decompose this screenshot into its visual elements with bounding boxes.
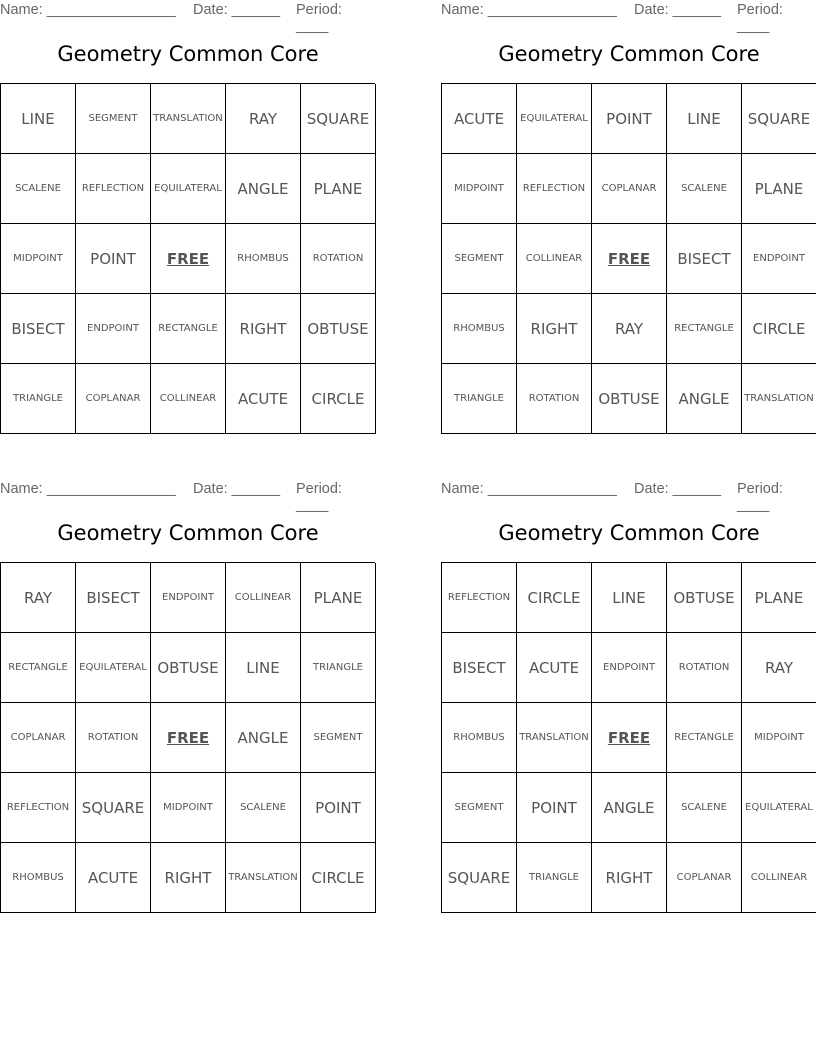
bingo-cell[interactable]: ROTATION <box>301 224 376 294</box>
bingo-cell[interactable]: ENDPOINT <box>592 633 667 703</box>
bingo-cell[interactable]: TRANSLATION <box>517 703 592 773</box>
free-space-cell[interactable]: FREE <box>151 224 226 294</box>
period-field[interactable]: Period: ____ <box>296 481 342 513</box>
bingo-cell[interactable]: RECTANGLE <box>667 294 742 364</box>
card-title: Geometry Common Core <box>498 42 760 66</box>
bingo-cell[interactable]: SEGMENT <box>442 224 517 294</box>
bingo-cell[interactable]: COPLANAR <box>76 364 151 434</box>
bingo-cell[interactable]: POINT <box>76 224 151 294</box>
bingo-cell[interactable]: POINT <box>301 773 376 843</box>
card-title: Geometry Common Core <box>498 521 760 545</box>
date-field[interactable]: Date: ______ <box>193 2 281 18</box>
bingo-cell[interactable]: REFLECTION <box>76 154 151 224</box>
bingo-card-4 <box>441 479 816 919</box>
bingo-cell[interactable]: EQUILATERAL <box>517 84 592 154</box>
bingo-cell[interactable]: RAY <box>742 633 816 703</box>
bingo-cell[interactable]: PLANE <box>301 563 376 633</box>
bingo-card-1 <box>0 0 376 440</box>
name-field[interactable]: Name: ________________ <box>441 2 617 18</box>
bingo-cell[interactable]: EQUILATERAL <box>151 154 226 224</box>
bingo-cell[interactable]: SEGMENT <box>301 703 376 773</box>
bingo-cell[interactable]: RIGHT <box>151 843 226 913</box>
bingo-cell[interactable]: TRANSLATION <box>151 84 226 154</box>
bingo-cell[interactable]: LINE <box>667 84 742 154</box>
bingo-cell[interactable]: TRANSLATION <box>226 843 301 913</box>
bingo-cell[interactable]: PLANE <box>301 154 376 224</box>
bingo-cell[interactable]: ENDPOINT <box>742 224 816 294</box>
bingo-cell[interactable]: ANGLE <box>592 773 667 843</box>
bingo-cell[interactable]: REFLECTION <box>517 154 592 224</box>
bingo-cell[interactable]: MIDPOINT <box>1 224 76 294</box>
bingo-cell[interactable]: SCALENE <box>667 154 742 224</box>
bingo-cell[interactable]: COPLANAR <box>667 843 742 913</box>
bingo-cell[interactable]: POINT <box>592 84 667 154</box>
bingo-cell[interactable]: SEGMENT <box>442 773 517 843</box>
bingo-grid <box>0 83 375 434</box>
bingo-cell[interactable]: CIRCLE <box>517 563 592 633</box>
bingo-cell[interactable]: COLLINEAR <box>226 563 301 633</box>
bingo-cell[interactable]: RHOMBUS <box>442 703 517 773</box>
bingo-cell[interactable]: EQUILATERAL <box>742 773 816 843</box>
bingo-cell[interactable]: RIGHT <box>517 294 592 364</box>
free-space-cell[interactable]: FREE <box>592 703 667 773</box>
name-field[interactable]: Name: ________________ <box>441 481 617 497</box>
bingo-cell[interactable]: ROTATION <box>76 703 151 773</box>
bingo-cell[interactable]: ANGLE <box>226 703 301 773</box>
bingo-cell[interactable]: ACUTE <box>517 633 592 703</box>
bingo-cell[interactable]: TRIANGLE <box>1 364 76 434</box>
bingo-cell[interactable]: ENDPOINT <box>151 563 226 633</box>
date-field[interactable]: Date: ______ <box>634 2 722 18</box>
bingo-cell[interactable]: ENDPOINT <box>76 294 151 364</box>
bingo-cell[interactable]: ROTATION <box>517 364 592 434</box>
bingo-cell[interactable]: MIDPOINT <box>742 703 816 773</box>
date-field[interactable]: Date: ______ <box>193 481 281 497</box>
card-header <box>0 0 376 34</box>
period-field[interactable]: Period: ____ <box>296 2 342 34</box>
bingo-cell[interactable]: SQUARE <box>742 84 816 154</box>
bingo-cell[interactable]: TRIANGLE <box>517 843 592 913</box>
bingo-cell[interactable]: BISECT <box>667 224 742 294</box>
bingo-cell[interactable]: CIRCLE <box>301 843 376 913</box>
bingo-cell[interactable]: OBTUSE <box>151 633 226 703</box>
bingo-cell[interactable]: BISECT <box>442 633 517 703</box>
bingo-cell[interactable]: SQUARE <box>301 84 376 154</box>
bingo-cell[interactable]: BISECT <box>1 294 76 364</box>
bingo-cell[interactable]: MIDPOINT <box>442 154 517 224</box>
card-title: Geometry Common Core <box>57 521 319 545</box>
bingo-cell[interactable]: CIRCLE <box>742 294 816 364</box>
bingo-cell[interactable]: RECTANGLE <box>1 633 76 703</box>
bingo-cell[interactable]: BISECT <box>76 563 151 633</box>
free-space-cell[interactable]: FREE <box>592 224 667 294</box>
bingo-cell[interactable]: MIDPOINT <box>151 773 226 843</box>
bingo-cell[interactable]: OBTUSE <box>667 563 742 633</box>
bingo-cell[interactable]: RIGHT <box>592 843 667 913</box>
name-field[interactable]: Name: ________________ <box>0 2 176 18</box>
bingo-cell[interactable]: SQUARE <box>442 843 517 913</box>
card-header <box>0 479 376 513</box>
bingo-cell[interactable]: ACUTE <box>76 843 151 913</box>
bingo-cell[interactable]: REFLECTION <box>442 563 517 633</box>
bingo-cell[interactable]: SCALENE <box>1 154 76 224</box>
bingo-cell[interactable]: ACUTE <box>442 84 517 154</box>
bingo-cell[interactable]: COPLANAR <box>1 703 76 773</box>
bingo-cell[interactable]: LINE <box>1 84 76 154</box>
bingo-cell[interactable]: ANGLE <box>226 154 301 224</box>
bingo-cell[interactable]: ACUTE <box>226 364 301 434</box>
bingo-cell[interactable]: SEGMENT <box>76 84 151 154</box>
bingo-cell[interactable]: SCALENE <box>226 773 301 843</box>
bingo-cell[interactable]: COPLANAR <box>592 154 667 224</box>
bingo-cell[interactable]: COLLINEAR <box>742 843 816 913</box>
bingo-card-3 <box>0 479 376 919</box>
bingo-cell[interactable]: POINT <box>517 773 592 843</box>
bingo-cell[interactable]: ANGLE <box>667 364 742 434</box>
bingo-cell[interactable]: COLLINEAR <box>151 364 226 434</box>
name-field[interactable]: Name: ________________ <box>0 481 176 497</box>
bingo-cell[interactable]: COLLINEAR <box>517 224 592 294</box>
bingo-card-2 <box>441 0 816 440</box>
bingo-cell[interactable]: SQUARE <box>76 773 151 843</box>
period-field[interactable]: Period: ____ <box>737 481 783 513</box>
bingo-cell[interactable]: RHOMBUS <box>442 294 517 364</box>
bingo-cell[interactable]: RECTANGLE <box>151 294 226 364</box>
bingo-grid <box>441 83 816 434</box>
bingo-cell[interactable]: LINE <box>592 563 667 633</box>
bingo-cell[interactable]: RAY <box>1 563 76 633</box>
card-header <box>441 0 816 34</box>
bingo-cell[interactable]: RAY <box>226 84 301 154</box>
bingo-cell[interactable]: RHOMBUS <box>1 843 76 913</box>
free-space-cell[interactable]: FREE <box>151 703 226 773</box>
bingo-cell[interactable]: TRANSLATION <box>742 364 816 434</box>
bingo-cell[interactable]: PLANE <box>742 563 816 633</box>
bingo-cell[interactable]: RIGHT <box>226 294 301 364</box>
card-header <box>441 479 816 513</box>
bingo-cell[interactable]: REFLECTION <box>1 773 76 843</box>
bingo-grid <box>0 562 375 913</box>
bingo-cell[interactable]: RHOMBUS <box>226 224 301 294</box>
bingo-cell[interactable]: RAY <box>592 294 667 364</box>
bingo-cell[interactable]: RECTANGLE <box>667 703 742 773</box>
date-field[interactable]: Date: ______ <box>634 481 722 497</box>
bingo-cell[interactable]: TRIANGLE <box>301 633 376 703</box>
bingo-cell[interactable]: PLANE <box>742 154 816 224</box>
bingo-cell[interactable]: ROTATION <box>667 633 742 703</box>
bingo-cell[interactable]: CIRCLE <box>301 364 376 434</box>
bingo-cell[interactable]: TRIANGLE <box>442 364 517 434</box>
bingo-cell[interactable]: OBTUSE <box>592 364 667 434</box>
card-title: Geometry Common Core <box>57 42 319 66</box>
period-field[interactable]: Period: ____ <box>737 2 783 34</box>
bingo-cell[interactable]: SCALENE <box>667 773 742 843</box>
bingo-cell[interactable]: OBTUSE <box>301 294 376 364</box>
bingo-cell[interactable]: LINE <box>226 633 301 703</box>
bingo-grid <box>441 562 816 913</box>
bingo-cell[interactable]: EQUILATERAL <box>76 633 151 703</box>
